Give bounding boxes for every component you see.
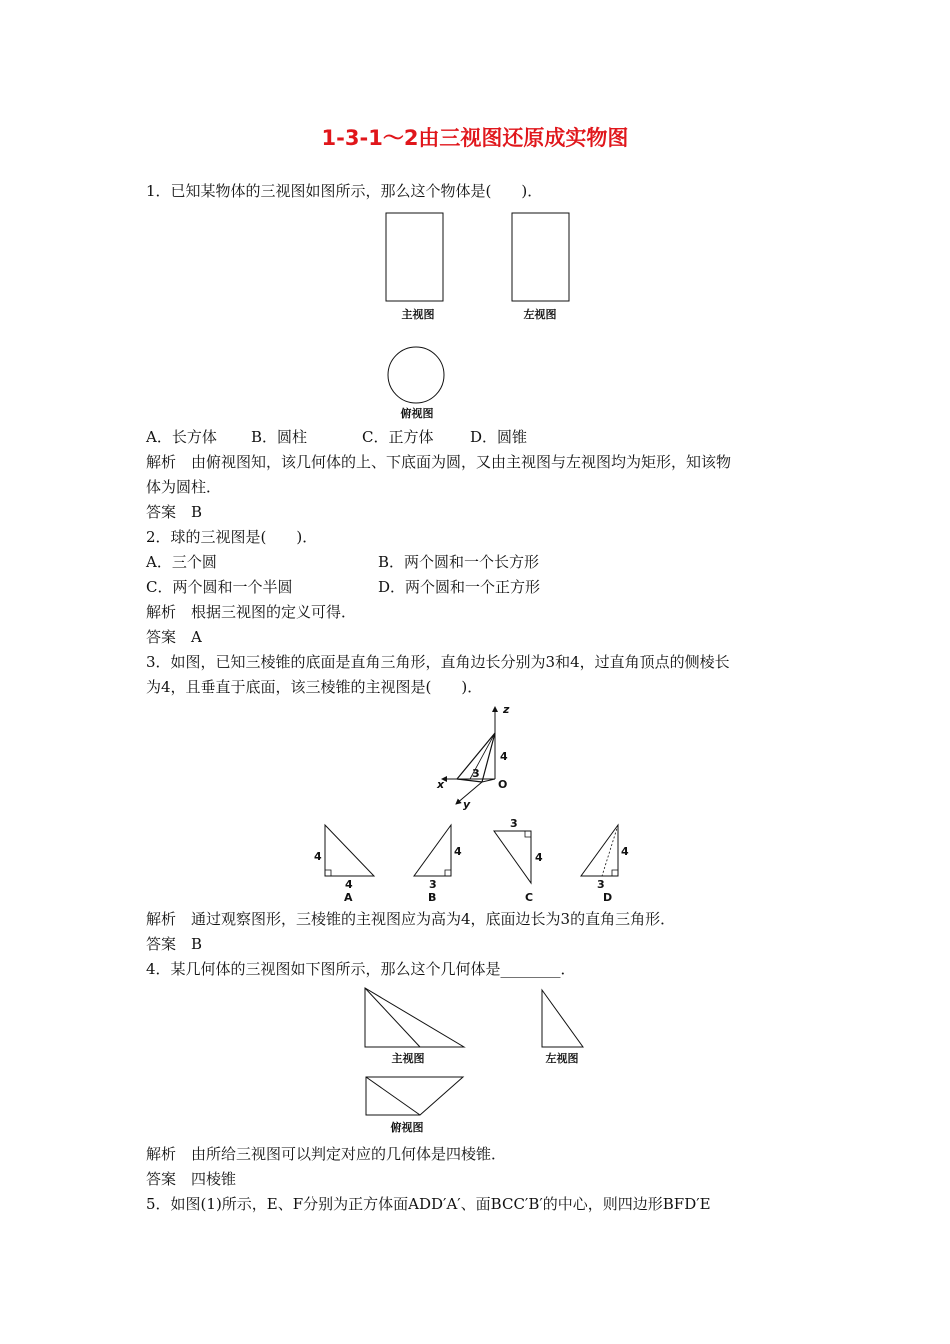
q3-option-c-side-label: 4 (535, 851, 543, 864)
q3-stem-line1: 3．如图，已知三棱锥的底面是直角三角形，直角边长分别为3和4，过直角顶点的侧棱长 (146, 653, 730, 671)
q3-option-d-triangle (581, 825, 618, 876)
q2-option-a: A．三个圆 (146, 553, 217, 571)
q3-option-d-side-label: 4 (621, 845, 629, 858)
q4-top-view-shape (366, 1077, 463, 1115)
q3-x-label: x (437, 778, 445, 791)
q2-option-d: D．两个圆和一个正方形 (378, 578, 541, 596)
q4-top-view-inner-edge (366, 1077, 420, 1115)
q3-option-a-right-angle (325, 870, 331, 876)
q1-front-caption: 主视图 (401, 308, 435, 321)
q3-option-a-triangle (325, 825, 374, 876)
page-title: 1-3-1～2由三视图还原成实物图 (321, 126, 629, 150)
q3-option-d-letter: D (603, 891, 613, 904)
q1-top-view-circle (388, 347, 444, 403)
q3-option-c-right-angle (525, 831, 531, 837)
q3-base-label: 3 (472, 767, 480, 780)
q1-option-a: A．长方体 (146, 428, 217, 446)
q4-front-caption: 主视图 (391, 1052, 425, 1065)
q1-option-b: B．圆柱 (251, 428, 308, 446)
q1-analysis-line1: 解析 由俯视图知，该几何体的上、下底面为圆，又由主视图与左视图均为矩形，知该物 (146, 453, 732, 471)
q1-side-view-rect (512, 213, 569, 301)
q4-answer: 答案 四棱锥 (146, 1170, 237, 1188)
q1-option-d: D．圆锥 (470, 428, 528, 446)
q3-z-label: z (503, 703, 510, 716)
q3-analysis: 解析 通过观察图形，三棱锥的主视图应为高为4，底面边长为3的直角三角形． (146, 910, 676, 928)
q3-options-figure (310, 815, 640, 907)
q3-option-b-base-label: 3 (429, 878, 437, 891)
q3-option-c-letter: C (525, 891, 534, 904)
q3-y-label: y (463, 798, 471, 811)
q4-side-view-triangle (542, 990, 583, 1047)
q3-height-label: 4 (500, 750, 508, 763)
q3-option-c-top-label: 3 (510, 817, 518, 830)
q2-option-b: B．两个圆和一个长方形 (378, 553, 540, 571)
q4-analysis: 解析 由所给三视图可以判定对应的几何体是四棱锥． (146, 1145, 507, 1163)
q4-three-views-figure (355, 985, 605, 1140)
q2-answer: 答案 A (146, 628, 202, 646)
q3-option-b-right-angle (445, 870, 451, 876)
q3-option-a-base-label: 4 (345, 878, 353, 891)
q5-stem: 5．如图(1)所示，E、F分别为正方体面ADD′A′、面BCC′B′的中心，则四边形BFD′E (146, 1195, 711, 1213)
q4-front-view-inner-edge (365, 988, 420, 1047)
q3-pyramid-figure (430, 700, 530, 815)
q1-three-views-figure (380, 208, 580, 428)
q1-option-c: C．正方体 (362, 428, 434, 446)
q4-front-view-triangle (365, 988, 464, 1047)
q1-analysis-line2: 体为圆柱． (146, 478, 222, 496)
q3-option-d-base-label: 3 (597, 878, 605, 891)
q3-option-b-letter: B (428, 891, 437, 904)
q3-option-a-side-label: 4 (314, 850, 322, 863)
q3-option-a-letter: A (344, 891, 353, 904)
q1-stem: 1．已知某物体的三视图如图所示，那么这个物体是( )． (146, 182, 543, 200)
q2-analysis: 解析 根据三视图的定义可得． (146, 603, 357, 621)
q3-option-c-triangle (494, 831, 531, 883)
q3-option-b-side-label: 4 (454, 845, 462, 858)
q1-answer: 答案 B (146, 503, 203, 521)
q3-option-b-triangle (414, 825, 451, 876)
q4-top-caption: 俯视图 (390, 1121, 424, 1134)
q2-option-c: C．两个圆和一个半圆 (146, 578, 293, 596)
q4-stem: 4．某几何体的三视图如下图所示，那么这个几何体是________． (146, 960, 576, 978)
q3-stem-line2: 为4，且垂直于底面，该三棱锥的主视图是( )． (146, 678, 483, 696)
q2-stem: 2．球的三视图是( )． (146, 528, 318, 546)
q4-side-caption: 左视图 (545, 1052, 579, 1065)
q3-option-d-right-angle (612, 870, 618, 876)
q3-answer: 答案 B (146, 935, 203, 953)
q3-origin-label: O (498, 778, 508, 791)
q1-front-view-rect (386, 213, 443, 301)
q1-side-caption: 左视图 (523, 308, 557, 321)
q3-option-d-hidden-edge (602, 825, 618, 876)
q1-top-caption: 俯视图 (400, 407, 434, 420)
